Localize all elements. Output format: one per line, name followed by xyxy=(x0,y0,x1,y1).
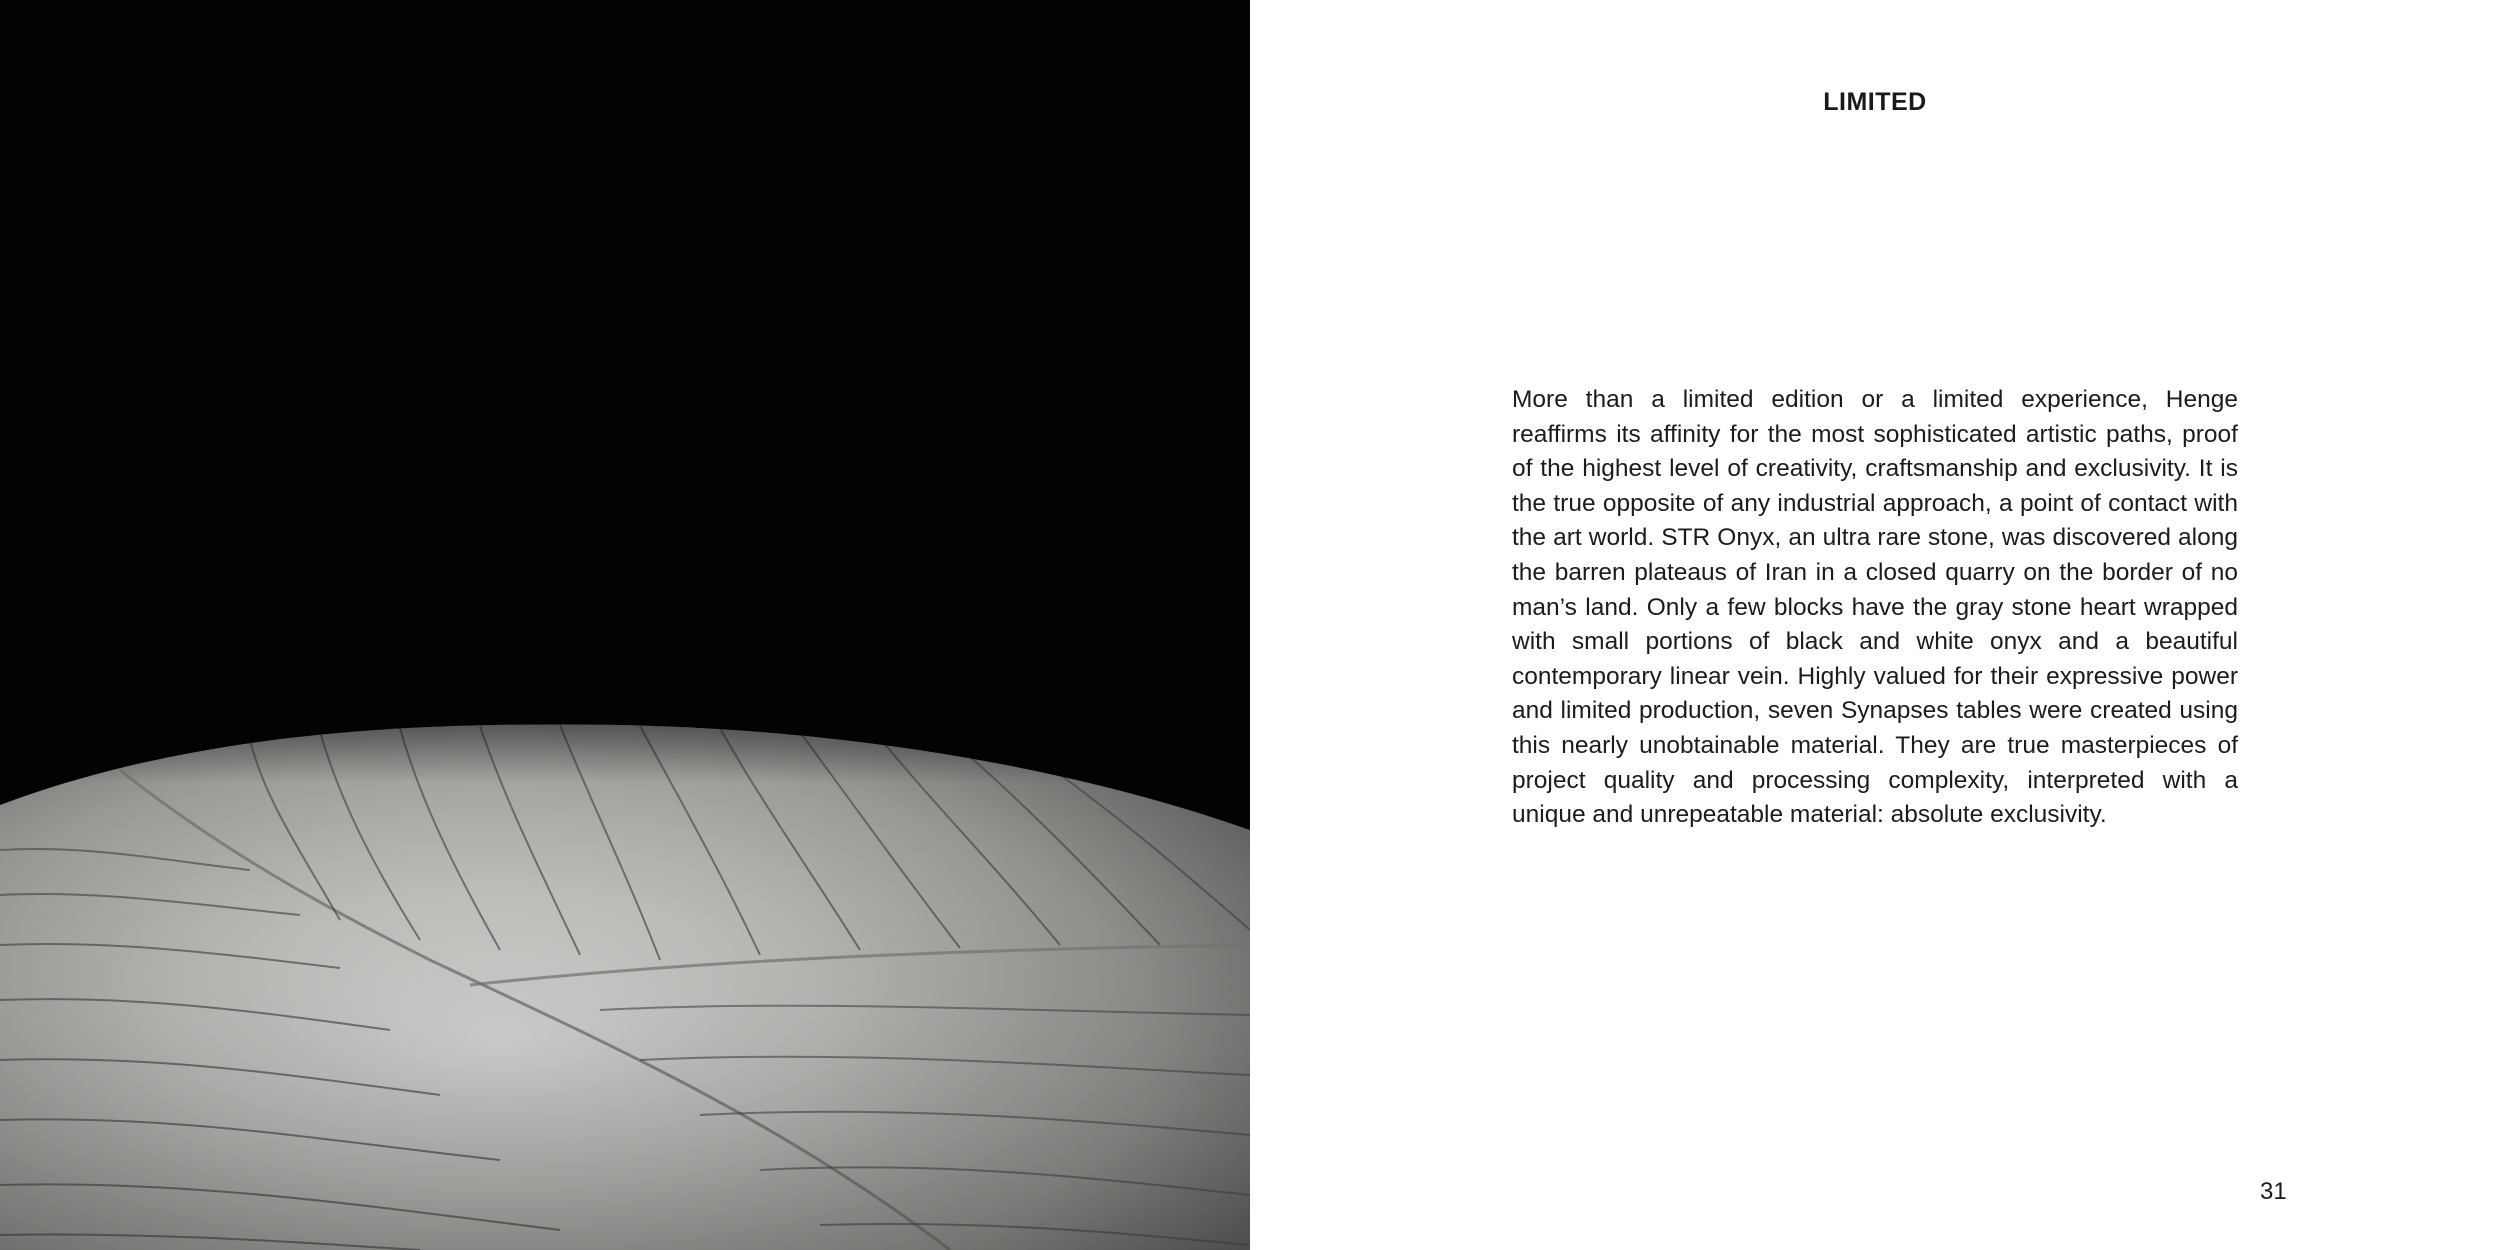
text-page xyxy=(1250,0,2500,1250)
page-title: LIMITED xyxy=(1823,88,1927,116)
body-paragraph: More than a limited edition or a limited experience, Henge reaffirms its affinity for the most sophisticated artistic paths, proof of the highest level of creativity, craftsmanship and exclusivity. It is the true opposite of any industrial approach, a point of contact with the art world. STR Onyx, an ultra rare stone, was discovered along the barren plateaus of Iran in a closed quarry on the border of no man’s land. Only a few blocks have the gray stone heart wrapped with small portions of black and white onyx and a beautiful contemporary linear vein. Highly valued for their expressive power and limited production, seven Synapses tables were created using this nearly unobtainable material. They are true masterpieces of project quality and processing complexity, interpreted with a unique and unrepeatable material: absolute exclusivity. xyxy=(1512,386,2238,829)
page-number: 31 xyxy=(2260,1178,2287,1205)
